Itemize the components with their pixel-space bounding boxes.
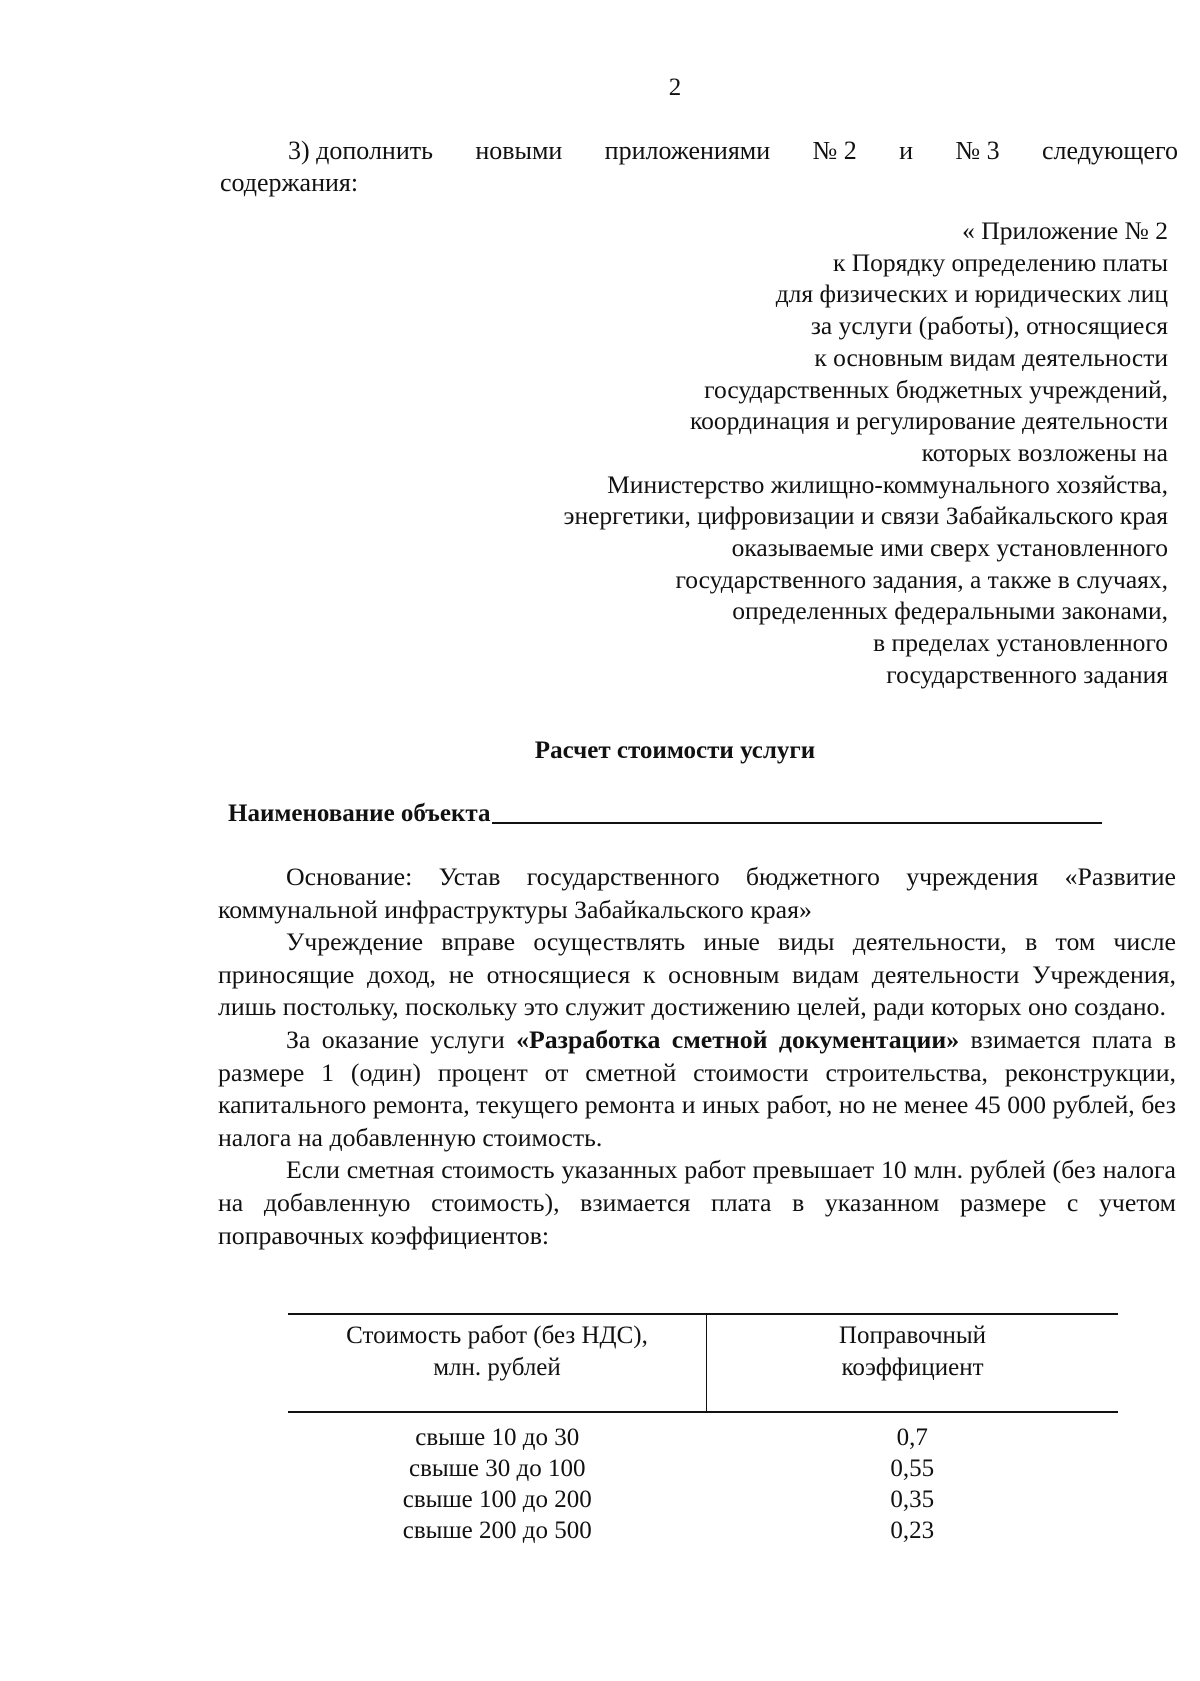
cell-coefficient: 0,7 <box>896 1424 928 1451</box>
service-name: «Разработка сметной документации» <box>516 1024 960 1054</box>
amend-word: приложениями <box>604 136 771 165</box>
header-line: млн. рублей <box>433 1354 561 1381</box>
amendment-continuation: содержания: <box>220 168 359 197</box>
amend-word: и <box>899 136 914 165</box>
header-coefficient <box>707 1314 1119 1412</box>
body-text <box>218 861 1176 1252</box>
appendix-line: определенных федеральными законами, <box>732 596 1168 626</box>
appendix-line: которых возложены на <box>921 437 1168 467</box>
cell-coefficient: 0,35 <box>890 1486 935 1513</box>
appendix-line: энергетики, цифровизации и связи Забайкальского края <box>563 501 1168 531</box>
coefficient-table <box>288 1313 1118 1546</box>
amendment-line <box>220 136 1178 166</box>
appendix-heading <box>564 215 1168 691</box>
amend-word: следующего <box>1042 136 1178 165</box>
appendix-line: Министерство жилищно-коммунального хозяйства, <box>607 469 1168 499</box>
appendix-line: координация и регулирование деятельности <box>689 406 1168 436</box>
calc-title: Расчет стоимости услуги <box>534 737 816 764</box>
table-row <box>288 1515 1118 1546</box>
header-line: коэффициент <box>841 1354 984 1381</box>
paragraph-coefficients: Если сметная стоимость указанных работ превышает 10 млн. рублей (без налога на добавленную стоимость), взимается плата в указанном размере с учетом поправочных коэффициентов: <box>218 1155 1176 1250</box>
table-row <box>288 1412 1118 1453</box>
object-name-blank-line <box>492 822 1102 824</box>
amend-word: новыми <box>475 136 563 165</box>
paragraph-basis: Основание: Устав государственного бюджетного учреждения «Развитие коммунальной инфраструктуры Забайкальского края» <box>218 862 1176 924</box>
appendix-line: государственных бюджетных учреждений, <box>704 374 1168 404</box>
table-row <box>288 1453 1118 1484</box>
object-name-row <box>228 800 1102 828</box>
amend-word: № 3 <box>955 136 1000 165</box>
appendix-line: « Приложение № 2 <box>962 216 1168 245</box>
cell-range: свыше 100 до 200 <box>402 1486 592 1513</box>
appendix-line: за услуги (работы), относящиеся <box>810 311 1168 341</box>
cell-coefficient: 0,23 <box>890 1517 935 1544</box>
header-line: Поправочный <box>838 1322 987 1349</box>
appendix-line: к Порядку определению платы <box>832 247 1168 277</box>
amend-word: 3) дополнить <box>288 136 433 165</box>
table-row <box>288 1484 1118 1515</box>
amend-word: № 2 <box>812 136 857 165</box>
header-line: Стоимость работ (без НДС), <box>346 1322 648 1349</box>
fee-text-after: взимается плата в размере 1 (один) процент от сметной стоимости строительства, реконструкции, капитального ремонта, текущего ремонта и иных работ, но не менее 45 000 рублей, без налога на добавленную стоимость. <box>218 1024 1176 1152</box>
appendix-line: государственного задания, а также в случаях, <box>675 564 1168 594</box>
appendix-line: в пределах установленного <box>873 628 1168 658</box>
fee-text-before: За оказание услуги <box>286 1024 517 1054</box>
paragraph-fee <box>218 1024 1176 1154</box>
cell-range: свыше 200 до 500 <box>402 1517 592 1544</box>
appendix-line: государственного задания <box>886 659 1168 689</box>
cell-range: свыше 10 до 30 <box>415 1424 580 1451</box>
appendix-line: к основным видам деятельности <box>814 342 1168 372</box>
cell-range: свыше 30 до 100 <box>408 1455 586 1482</box>
paragraph-activities: Учреждение вправе осуществлять иные виды деятельности, в том числе приносящие доход, не относящиеся к основным видам деятельности Учреждения, лишь постольку, поскольку это служит достижению целей, ради которых оно создано. <box>218 927 1176 1022</box>
header-cost <box>288 1314 707 1412</box>
appendix-line: для физических и юридических лиц <box>775 279 1168 309</box>
page-number: 2 <box>668 74 682 101</box>
appendix-line: оказываемые ими сверх установленного <box>731 533 1168 563</box>
cell-coefficient: 0,55 <box>890 1455 935 1482</box>
object-name-label: Наименование объекта <box>228 800 491 827</box>
table-header-row <box>288 1314 1118 1412</box>
